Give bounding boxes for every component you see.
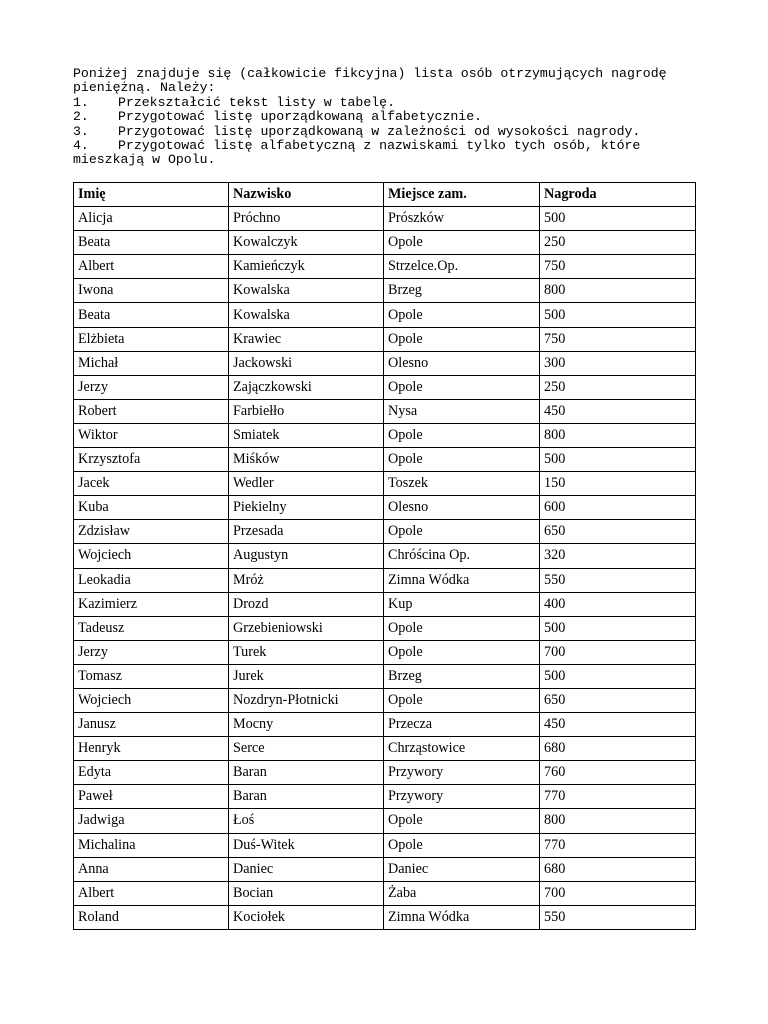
table-row [74, 544, 696, 568]
cell-first-name: Tadeusz [74, 616, 229, 640]
cell-first-name: Jadwiga [74, 809, 229, 833]
cell-first-name: Roland [74, 905, 229, 929]
cell-residence: Brzeg [384, 664, 540, 688]
cell-residence: Opole [384, 303, 540, 327]
cell-prize: 500 [540, 207, 696, 231]
cell-first-name: Edyta [74, 761, 229, 785]
cell-last-name: Grzebieniowski [229, 616, 384, 640]
task-number: 2. [73, 109, 89, 125]
cell-residence: Opole [384, 520, 540, 544]
cell-residence: Strzelce.Op. [384, 255, 540, 279]
cell-first-name: Wojciech [74, 688, 229, 712]
table-row [74, 664, 696, 688]
cell-last-name: Kowalska [229, 279, 384, 303]
cell-prize: 770 [540, 833, 696, 857]
table-row [74, 303, 696, 327]
cell-prize: 550 [540, 568, 696, 592]
table-row [74, 905, 696, 929]
cell-residence: Opole [384, 448, 540, 472]
cell-prize: 650 [540, 520, 696, 544]
table-row [74, 496, 696, 520]
cell-last-name: Kowalska [229, 303, 384, 327]
prize-table [73, 182, 696, 930]
table-row [74, 737, 696, 761]
table-row [74, 255, 696, 279]
cell-first-name: Zdzisław [74, 520, 229, 544]
cell-prize: 250 [540, 231, 696, 255]
table-body [74, 207, 696, 930]
task-number: 4. [73, 138, 89, 154]
instructions [73, 67, 713, 168]
cell-residence: Opole [384, 327, 540, 351]
cell-residence: Chróścina Op. [384, 544, 540, 568]
header-prize: Nagroda [540, 183, 696, 207]
cell-last-name: Turek [229, 640, 384, 664]
cell-last-name: Kowalczyk [229, 231, 384, 255]
table-row [74, 520, 696, 544]
table-row [74, 688, 696, 712]
cell-first-name: Albert [74, 255, 229, 279]
table-row [74, 761, 696, 785]
cell-first-name: Janusz [74, 713, 229, 737]
task-item [73, 139, 713, 168]
cell-residence: Opole [384, 809, 540, 833]
cell-last-name: Nozdryn-Płotnicki [229, 688, 384, 712]
cell-residence: Żaba [384, 881, 540, 905]
cell-first-name: Krzysztofa [74, 448, 229, 472]
cell-first-name: Kuba [74, 496, 229, 520]
table-row [74, 351, 696, 375]
cell-residence: Zimna Wódka [384, 905, 540, 929]
cell-prize: 680 [540, 857, 696, 881]
cell-prize: 400 [540, 592, 696, 616]
task-text: Przygotować listę uporządkowaną w zależności od wysokości nagrody. [118, 123, 641, 139]
table-row [74, 375, 696, 399]
cell-residence: Opole [384, 616, 540, 640]
cell-residence: Zimna Wódka [384, 568, 540, 592]
header-residence: Miejsce zam. [384, 183, 540, 207]
cell-first-name: Anna [74, 857, 229, 881]
cell-residence: Olesno [384, 496, 540, 520]
cell-prize: 750 [540, 255, 696, 279]
cell-first-name: Wojciech [74, 544, 229, 568]
task-item [73, 96, 713, 110]
cell-residence: Olesno [384, 351, 540, 375]
cell-prize: 800 [540, 809, 696, 833]
cell-prize: 700 [540, 881, 696, 905]
cell-first-name: Henryk [74, 737, 229, 761]
cell-prize: 750 [540, 327, 696, 351]
table-row [74, 857, 696, 881]
cell-prize: 760 [540, 761, 696, 785]
cell-first-name: Elżbieta [74, 327, 229, 351]
task-list [73, 96, 713, 168]
cell-prize: 600 [540, 496, 696, 520]
cell-prize: 450 [540, 713, 696, 737]
cell-residence: Kup [384, 592, 540, 616]
cell-last-name: Baran [229, 761, 384, 785]
cell-residence: Przecza [384, 713, 540, 737]
table-row [74, 327, 696, 351]
cell-prize: 550 [540, 905, 696, 929]
cell-last-name: Drozd [229, 592, 384, 616]
table-row [74, 713, 696, 737]
header-last-name: Nazwisko [229, 183, 384, 207]
task-text: Przygotować listę uporządkowaną alfabetycznie. [118, 109, 483, 125]
cell-last-name: Serce [229, 737, 384, 761]
cell-first-name: Wiktor [74, 423, 229, 447]
cell-last-name: Daniec [229, 857, 384, 881]
cell-last-name: Kamieńczyk [229, 255, 384, 279]
cell-last-name: Farbiełło [229, 399, 384, 423]
cell-last-name: Kociołek [229, 905, 384, 929]
cell-residence: Opole [384, 375, 540, 399]
cell-prize: 500 [540, 616, 696, 640]
cell-residence: Toszek [384, 472, 540, 496]
table-row [74, 231, 696, 255]
cell-residence: Chrząstowice [384, 737, 540, 761]
cell-residence: Daniec [384, 857, 540, 881]
cell-first-name: Iwona [74, 279, 229, 303]
cell-last-name: Próchno [229, 207, 384, 231]
cell-last-name: Zajączkowski [229, 375, 384, 399]
header-first-name: Imię [74, 183, 229, 207]
cell-last-name: Przesada [229, 520, 384, 544]
cell-prize: 320 [540, 544, 696, 568]
cell-first-name: Robert [74, 399, 229, 423]
table-row [74, 616, 696, 640]
cell-first-name: Michalina [74, 833, 229, 857]
cell-prize: 680 [540, 737, 696, 761]
cell-last-name: Wedler [229, 472, 384, 496]
task-number: 3. [73, 123, 89, 139]
cell-first-name: Alicja [74, 207, 229, 231]
cell-last-name: Mróż [229, 568, 384, 592]
task-number: 1. [73, 94, 89, 110]
cell-residence: Przywory [384, 785, 540, 809]
cell-prize: 650 [540, 688, 696, 712]
cell-last-name: Jackowski [229, 351, 384, 375]
cell-last-name: Jurek [229, 664, 384, 688]
cell-residence: Opole [384, 423, 540, 447]
cell-prize: 450 [540, 399, 696, 423]
cell-first-name: Tomasz [74, 664, 229, 688]
cell-first-name: Beata [74, 231, 229, 255]
cell-last-name: Piekielny [229, 496, 384, 520]
cell-residence: Nysa [384, 399, 540, 423]
cell-first-name: Leokadia [74, 568, 229, 592]
cell-residence: Opole [384, 231, 540, 255]
table-row [74, 423, 696, 447]
table-row [74, 592, 696, 616]
cell-residence: Opole [384, 688, 540, 712]
cell-prize: 500 [540, 664, 696, 688]
task-item [73, 125, 713, 139]
table-row [74, 448, 696, 472]
cell-first-name: Jacek [74, 472, 229, 496]
table-row [74, 399, 696, 423]
task-item [73, 110, 713, 124]
task-text: Przekształcić tekst listy w tabelę. [118, 94, 395, 110]
cell-first-name: Jerzy [74, 375, 229, 399]
cell-first-name: Jerzy [74, 640, 229, 664]
table-row [74, 279, 696, 303]
cell-residence: Przywory [384, 761, 540, 785]
cell-last-name: Miśków [229, 448, 384, 472]
cell-prize: 150 [540, 472, 696, 496]
cell-first-name: Paweł [74, 785, 229, 809]
cell-last-name: Bocian [229, 881, 384, 905]
cell-residence: Opole [384, 833, 540, 857]
cell-prize: 770 [540, 785, 696, 809]
cell-prize: 700 [540, 640, 696, 664]
cell-prize: 300 [540, 351, 696, 375]
table-row [74, 881, 696, 905]
cell-first-name: Michał [74, 351, 229, 375]
cell-prize: 250 [540, 375, 696, 399]
table-row [74, 640, 696, 664]
table-row [74, 568, 696, 592]
cell-last-name: Duś-Witek [229, 833, 384, 857]
cell-last-name: Mocny [229, 713, 384, 737]
cell-last-name: Baran [229, 785, 384, 809]
cell-prize: 800 [540, 423, 696, 447]
cell-last-name: Krawiec [229, 327, 384, 351]
table-row [74, 472, 696, 496]
table-header-row [74, 183, 696, 207]
cell-last-name: Augustyn [229, 544, 384, 568]
cell-first-name: Kazimierz [74, 592, 229, 616]
cell-prize: 800 [540, 279, 696, 303]
cell-residence: Opole [384, 640, 540, 664]
cell-prize: 500 [540, 303, 696, 327]
table-row [74, 809, 696, 833]
table-row [74, 833, 696, 857]
cell-last-name: Łoś [229, 809, 384, 833]
cell-last-name: Smiatek [229, 423, 384, 447]
cell-first-name: Beata [74, 303, 229, 327]
cell-residence: Brzeg [384, 279, 540, 303]
cell-first-name: Albert [74, 881, 229, 905]
task-text: Przygotować listę alfabetyczną z nazwiskami tylko tych osób, które mieszkają w Opolu. [73, 138, 649, 168]
table-row [74, 785, 696, 809]
cell-prize: 500 [540, 448, 696, 472]
cell-residence: Prószków [384, 207, 540, 231]
intro-paragraph: Poniżej znajduje się (całkowicie fikcyjna) lista osób otrzymujących nagrodę pieniężną. Należy: [73, 66, 675, 96]
table-row [74, 207, 696, 231]
